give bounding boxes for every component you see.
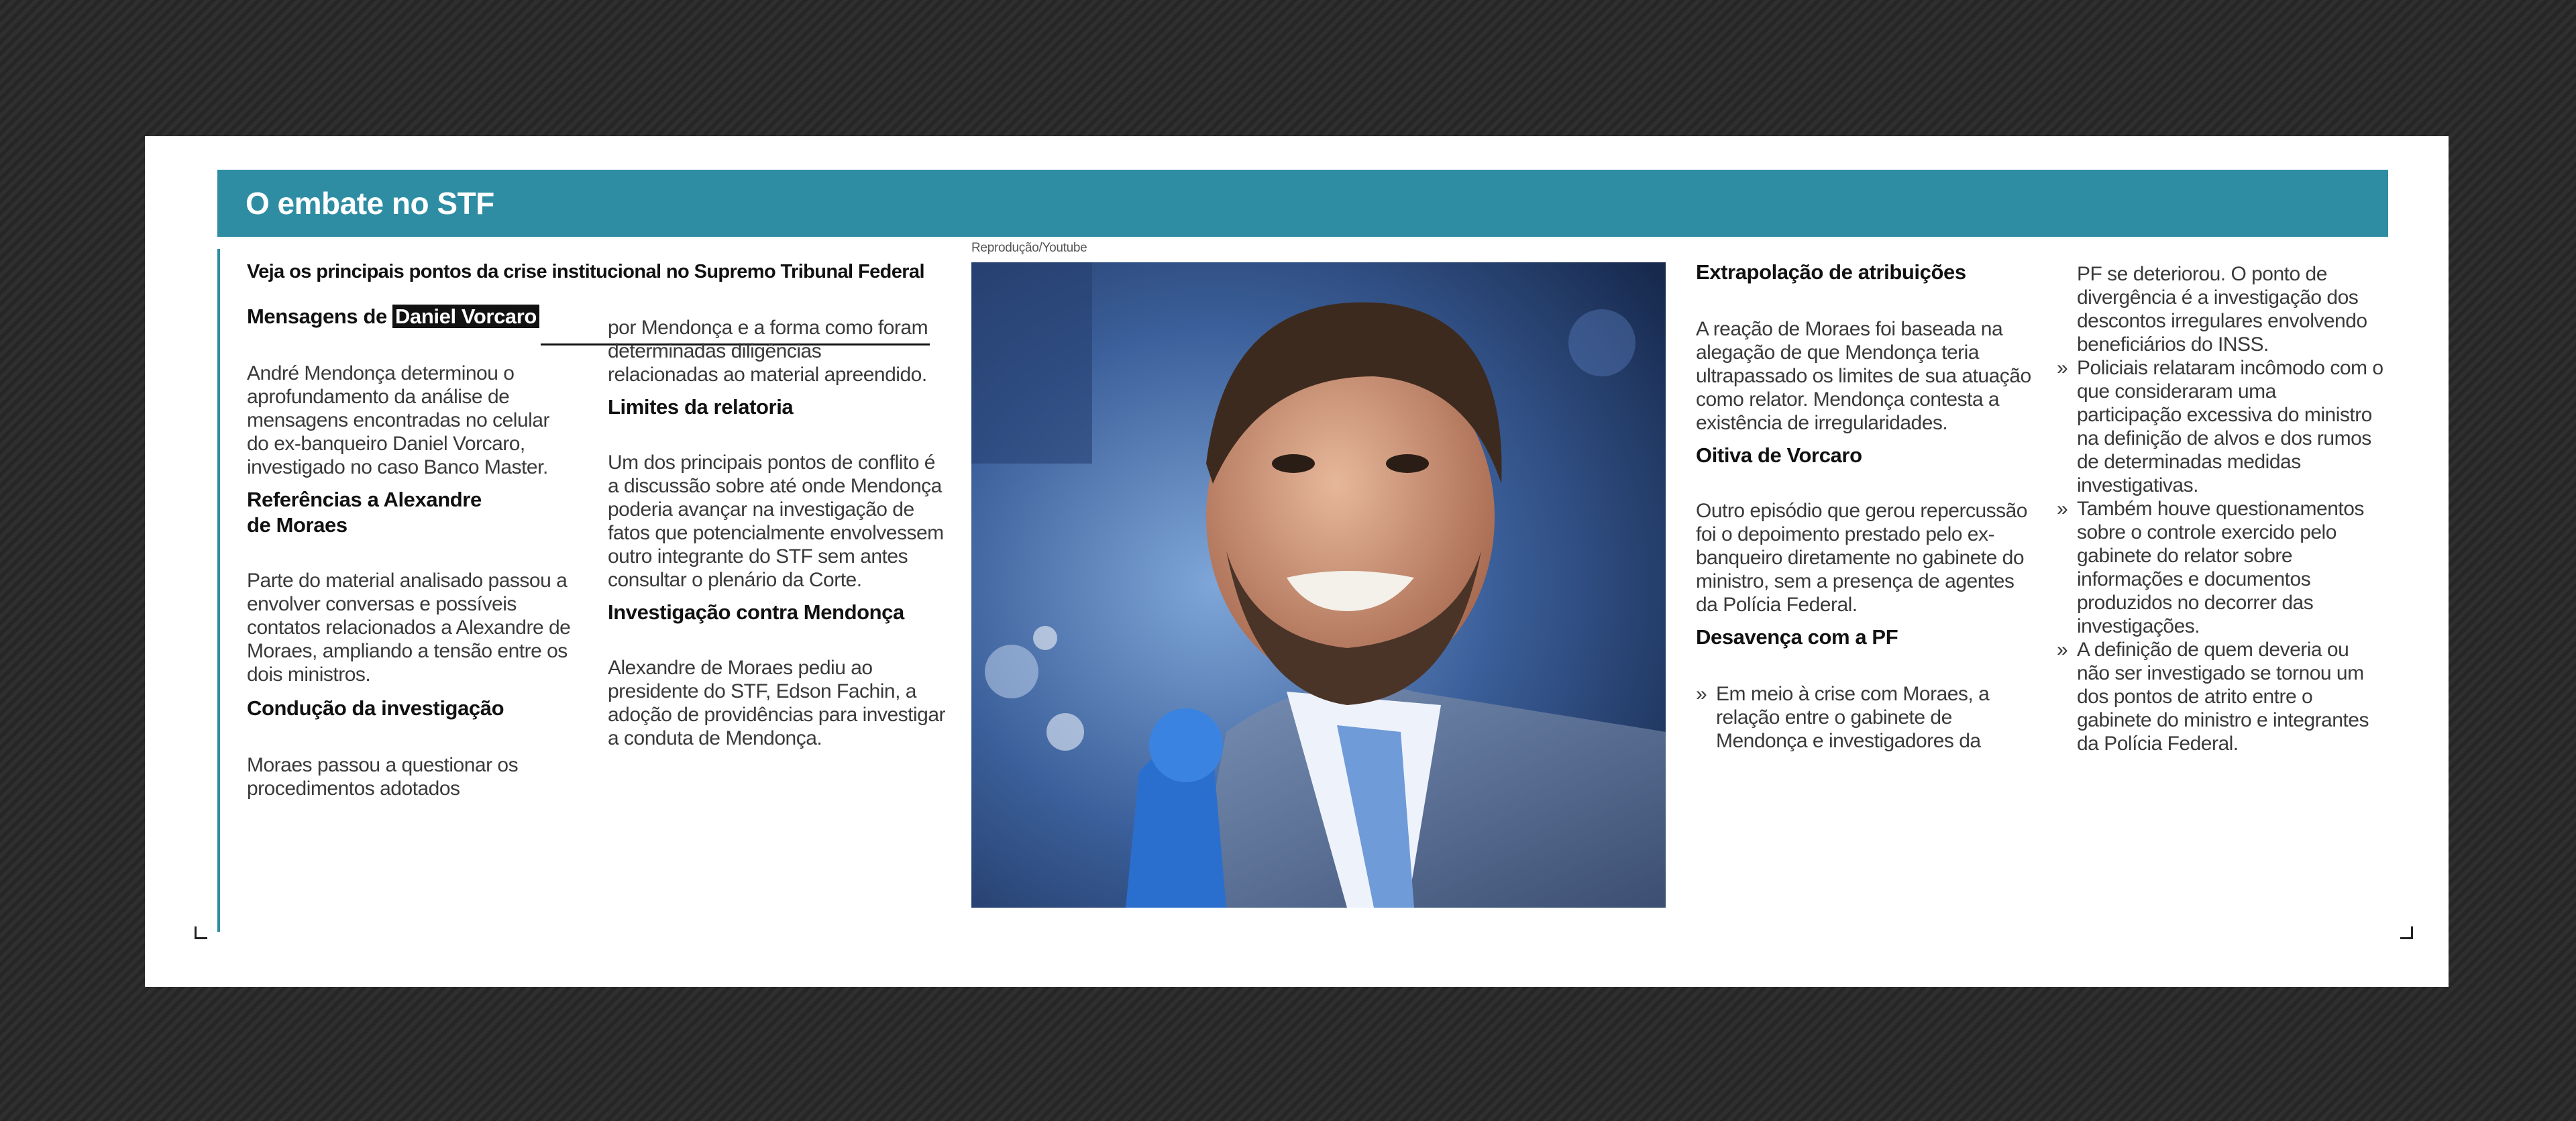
subhead-oitiva: Oitiva de Vorcaro bbox=[1696, 443, 1862, 467]
bullets-pf bbox=[2057, 356, 2385, 755]
newspaper-clipping bbox=[145, 136, 2449, 987]
column-1 bbox=[247, 304, 576, 800]
paragraph-limites: Um dos principais pontos de conflito é a discussão sobre até onde Mendonça poderia avançar na investigação de fatos que potencialmente envolvessem outro integrante do STF sem antes consultar o plenário da Corte. bbox=[608, 451, 944, 591]
portrait-image bbox=[971, 262, 1666, 908]
crop-mark-bottom-right bbox=[2400, 926, 2413, 939]
subhead-investigacao: Investigação contra Mendonça bbox=[608, 600, 904, 624]
paragraph-investigacao: Alexandre de Moraes pediu ao presidente do STF, Edson Fachin, a adoção de providências para investigar a conduta de Mendonça. bbox=[608, 657, 945, 749]
kicker-line: Veja os principais pontos da crise institucional no Supremo Tribunal Federal bbox=[247, 261, 924, 282]
subhead-limites: Limites da relatoria bbox=[608, 395, 794, 419]
subhead-extrapolacao: Extrapolação de atribuições bbox=[1696, 260, 1966, 284]
paragraph-referencias: Parte do material analisado passou a envolver conversas e possíveis contatos relacionados a Alexandre de Moraes, ampliando a tensão entre os dois ministros. bbox=[247, 570, 571, 686]
crop-mark-bottom-left bbox=[195, 926, 207, 939]
bullet-item: » Em meio à crise com Moraes, a relação entre o gabinete de Mendonça e investigadores da bbox=[1696, 682, 2031, 753]
subhead-mensagens bbox=[247, 304, 576, 329]
paragraph-extrapolacao: A reação de Moraes foi baseada na alegação de que Mendonça teria ultrapassado os limites de sua atuação como relator. Mendonça contesta a existência de irregularidades. bbox=[1696, 318, 2031, 434]
paragraph-continuacao-pf: PF se deteriorou. O ponto de divergência é a investigação dos descontos irregulares envolvendo beneficiários do INSS. bbox=[2077, 263, 2367, 356]
section-title: O embate no STF bbox=[246, 186, 494, 221]
news-photo bbox=[971, 262, 1666, 908]
paragraph-continuacao: por Mendonça e a forma como foram determinadas diligências relacionadas ao material apreendido. bbox=[608, 317, 928, 386]
paragraph-conducao: Moraes passou a questionar os procedimentos adotados bbox=[247, 754, 519, 800]
paragraph-mensagens: André Mendonça determinou o aprofundamento da análise de mensagens encontradas no celular do ex-banqueiro Daniel Vorcaro, investigado no caso Banco Master. bbox=[247, 362, 549, 478]
column-4 bbox=[2057, 262, 2385, 755]
subhead-desavenca: Desavença com a PF bbox=[1696, 625, 1898, 649]
subhead-prefix: Mensagens de bbox=[247, 305, 387, 328]
paragraph-oitiva: Outro episódio que gerou repercussão foi o depoimento prestado pelo ex-banqueiro diretamente no gabinete do ministro, sem a presença de agentes da Polícia Federal. bbox=[1696, 500, 2027, 616]
photo-credit: Reprodução/Youtube bbox=[971, 241, 1087, 255]
bullets-desavenca bbox=[1696, 682, 2031, 753]
bullet-item: » A definição de quem deveria ou não ser investigado se tornou um dos pontos de atrito entre o gabinete do ministro e integrantes da Polícia Federal. bbox=[2057, 638, 2385, 755]
subhead-referencias: Referências a Alexandre de Moraes bbox=[247, 488, 482, 537]
highlighted-name: Daniel Vorcaro bbox=[392, 305, 539, 328]
left-accent-rule bbox=[217, 249, 220, 932]
bullet-item: » Também houve questionamentos sobre o controle exercido pelo gabinete do relator sobre informações e documentos produzidos no decorrer das investigações. bbox=[2057, 497, 2385, 638]
column-2 bbox=[608, 316, 950, 750]
subhead-conducao: Condução da investigação bbox=[247, 696, 504, 720]
section-header bbox=[217, 170, 2388, 237]
column-3 bbox=[1696, 260, 2031, 753]
bullet-item: » Policiais relataram incômodo com o que consideraram uma participação excessiva do ministro na definição de alvos e dos rumos de determinadas medidas investigativas. bbox=[2057, 356, 2385, 497]
